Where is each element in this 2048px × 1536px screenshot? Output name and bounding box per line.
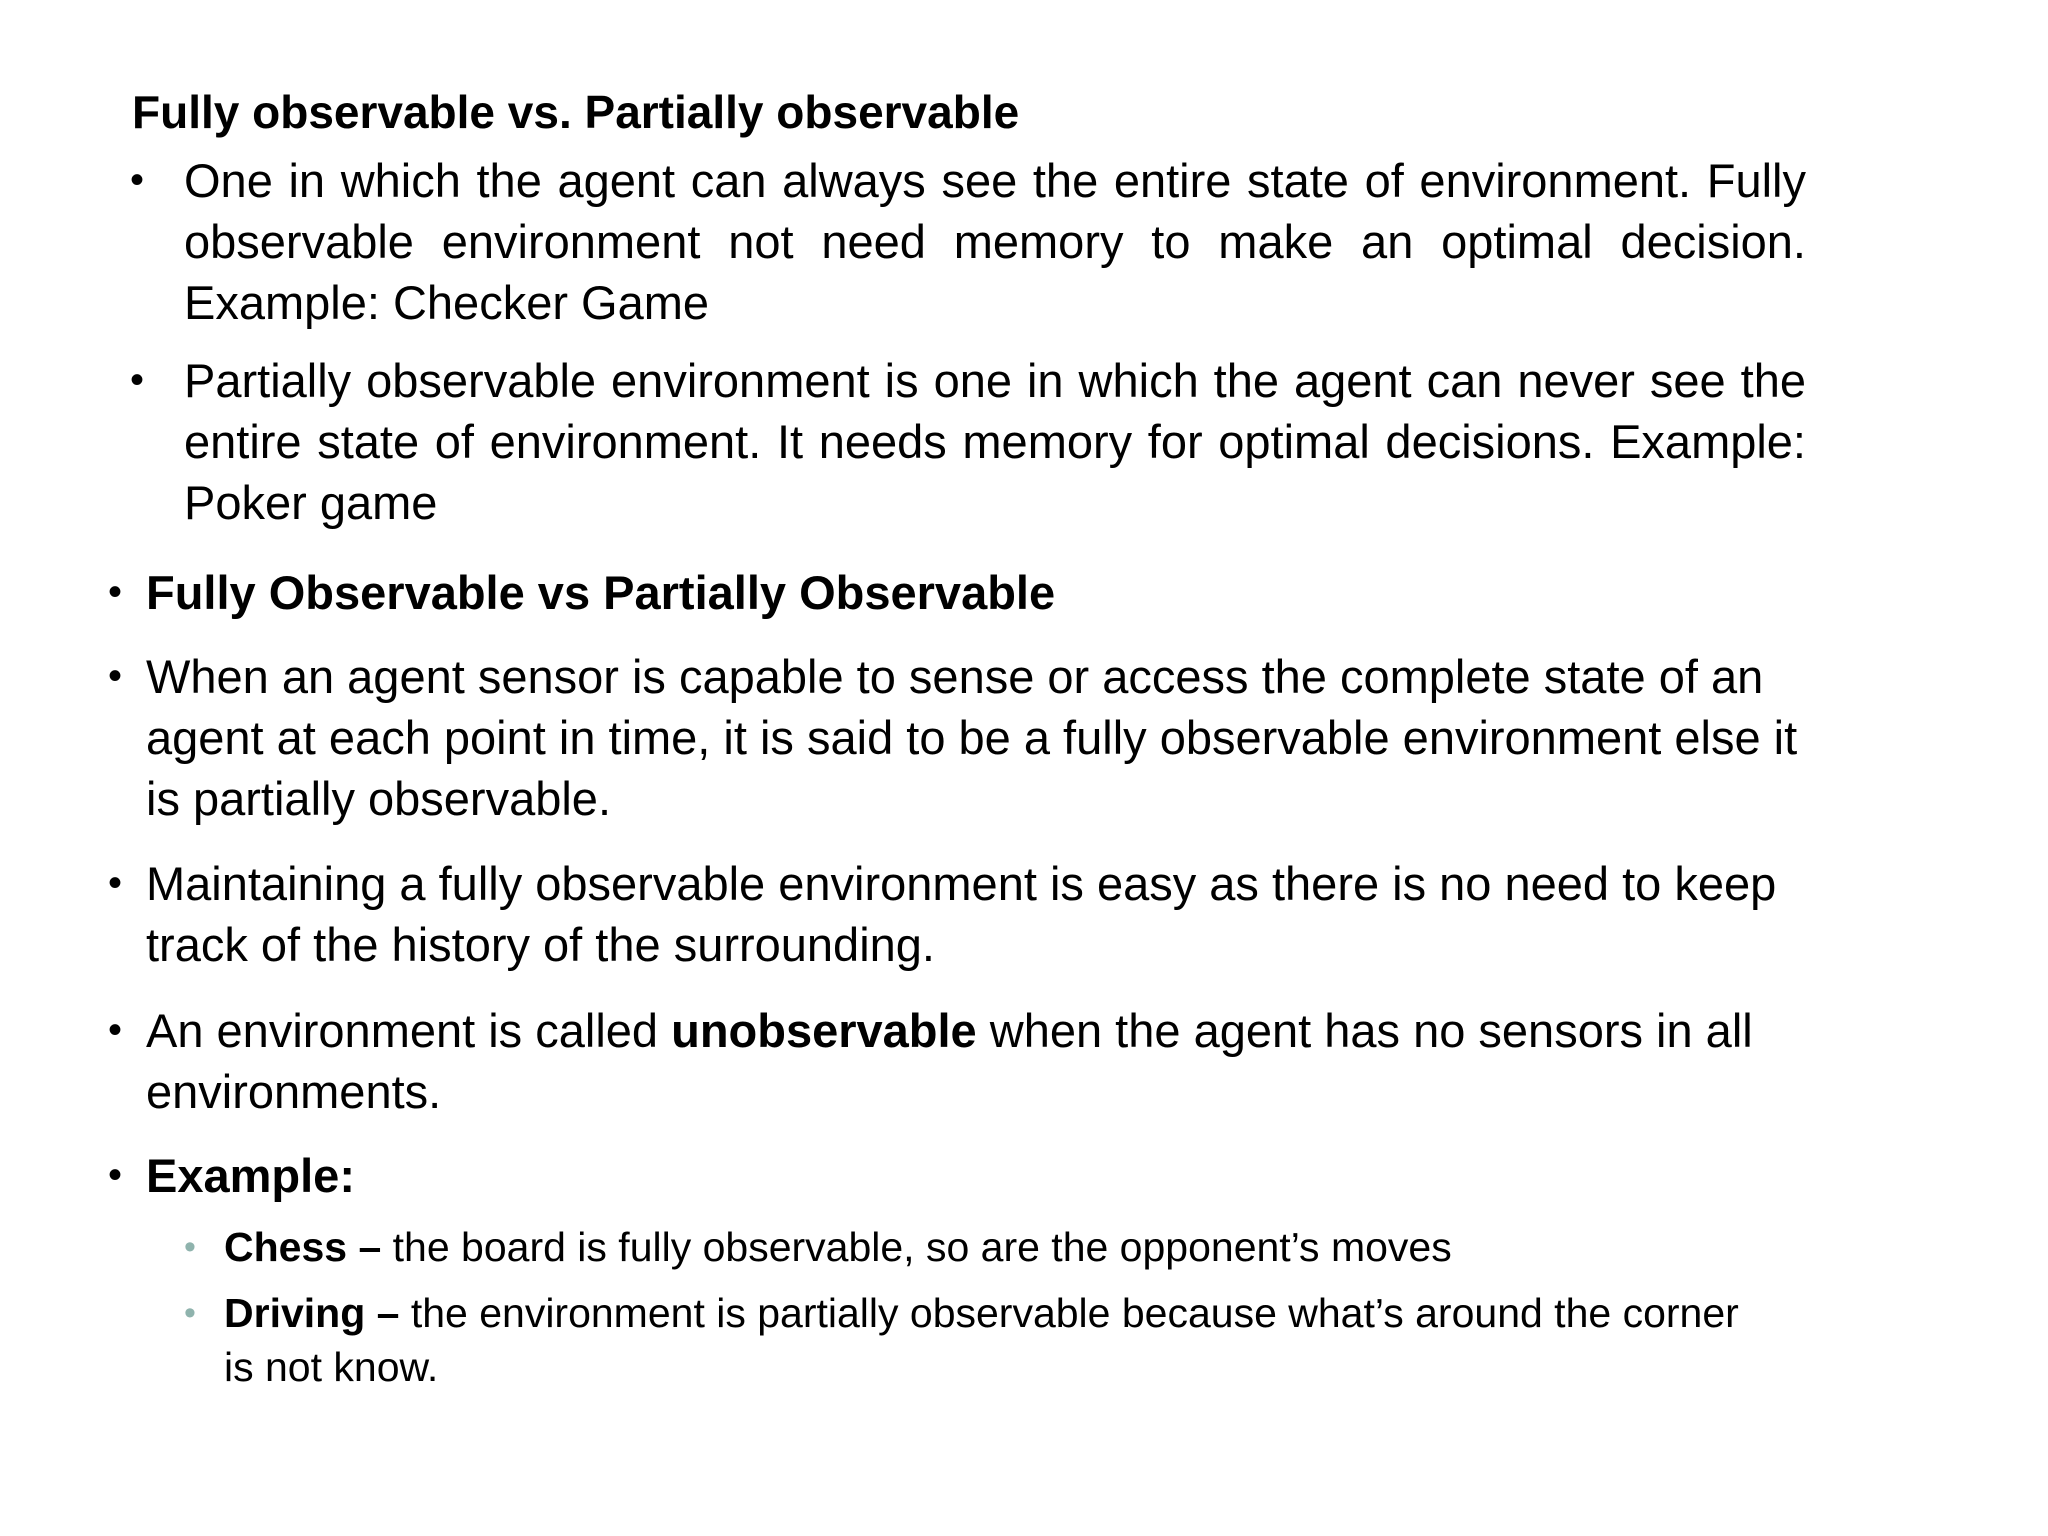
example-term: Chess – — [224, 1224, 382, 1270]
sub-bullet-dot: • — [184, 1228, 196, 1266]
bullet-unobservable — [108, 1000, 1828, 1122]
unobservable-term: unobservable — [671, 1004, 977, 1057]
bullet-dot: • — [108, 654, 123, 698]
bullet-dot: • — [108, 1153, 123, 1197]
bullet-maintain — [108, 853, 1828, 975]
bullet-sensor-text: When an agent sensor is capable to sense or access the complete state of an agent at each point in time, it is said to be a fully observable environment else it is partially observable. — [146, 650, 1798, 825]
bullet-dot: • — [108, 570, 123, 614]
unobservable-suffix: when the agent has no sensors in all environments. — [146, 1004, 1753, 1118]
example-driving-text — [224, 1286, 1764, 1394]
intro-bullet-partially-observable — [130, 350, 1806, 533]
sub-bullet-dot: • — [184, 1294, 196, 1332]
intro-bullet-text: Partially observable environment is one in which the agent can never see the entire state of environment. It needs memory for optimal decisions. Example: Poker game — [184, 354, 1806, 529]
bullet-title-text: Fully Observable vs Partially Observable — [146, 566, 1056, 619]
bullet-unobservable-text — [146, 1000, 1828, 1122]
example-description: the environment is partially observable because what’s around the corner is not know. — [224, 1290, 1739, 1390]
bullet-example — [108, 1145, 1828, 1206]
intro-bullet-fully-observable — [130, 150, 1806, 333]
bullet-dot: • — [108, 1008, 123, 1052]
bullet-example-label: Example: — [146, 1149, 355, 1202]
example-driving — [184, 1286, 1764, 1394]
unobservable-prefix: An environment is called — [146, 1004, 672, 1057]
example-chess-text — [224, 1220, 1764, 1274]
slide-heading: Fully observable vs. Partially observable — [132, 86, 1020, 138]
intro-bullet-text: One in which the agent can always see the entire state of environment. Fully observable environment not need memory to make an optimal decision. Example: Checker Game — [184, 154, 1806, 329]
bullet-dot: • — [108, 861, 123, 905]
example-chess — [184, 1220, 1764, 1274]
bullet-dot: • — [130, 158, 145, 202]
bullet-title — [108, 562, 1828, 623]
bullet-maintain-text: Maintaining a fully observable environment is easy as there is no need to keep track of the history of the surrounding. — [146, 857, 1777, 971]
example-description: the board is fully observable, so are the opponent’s moves — [381, 1224, 1452, 1270]
bullet-sensor — [108, 646, 1828, 829]
example-term: Driving – — [224, 1290, 400, 1336]
bullet-dot: • — [130, 358, 145, 402]
